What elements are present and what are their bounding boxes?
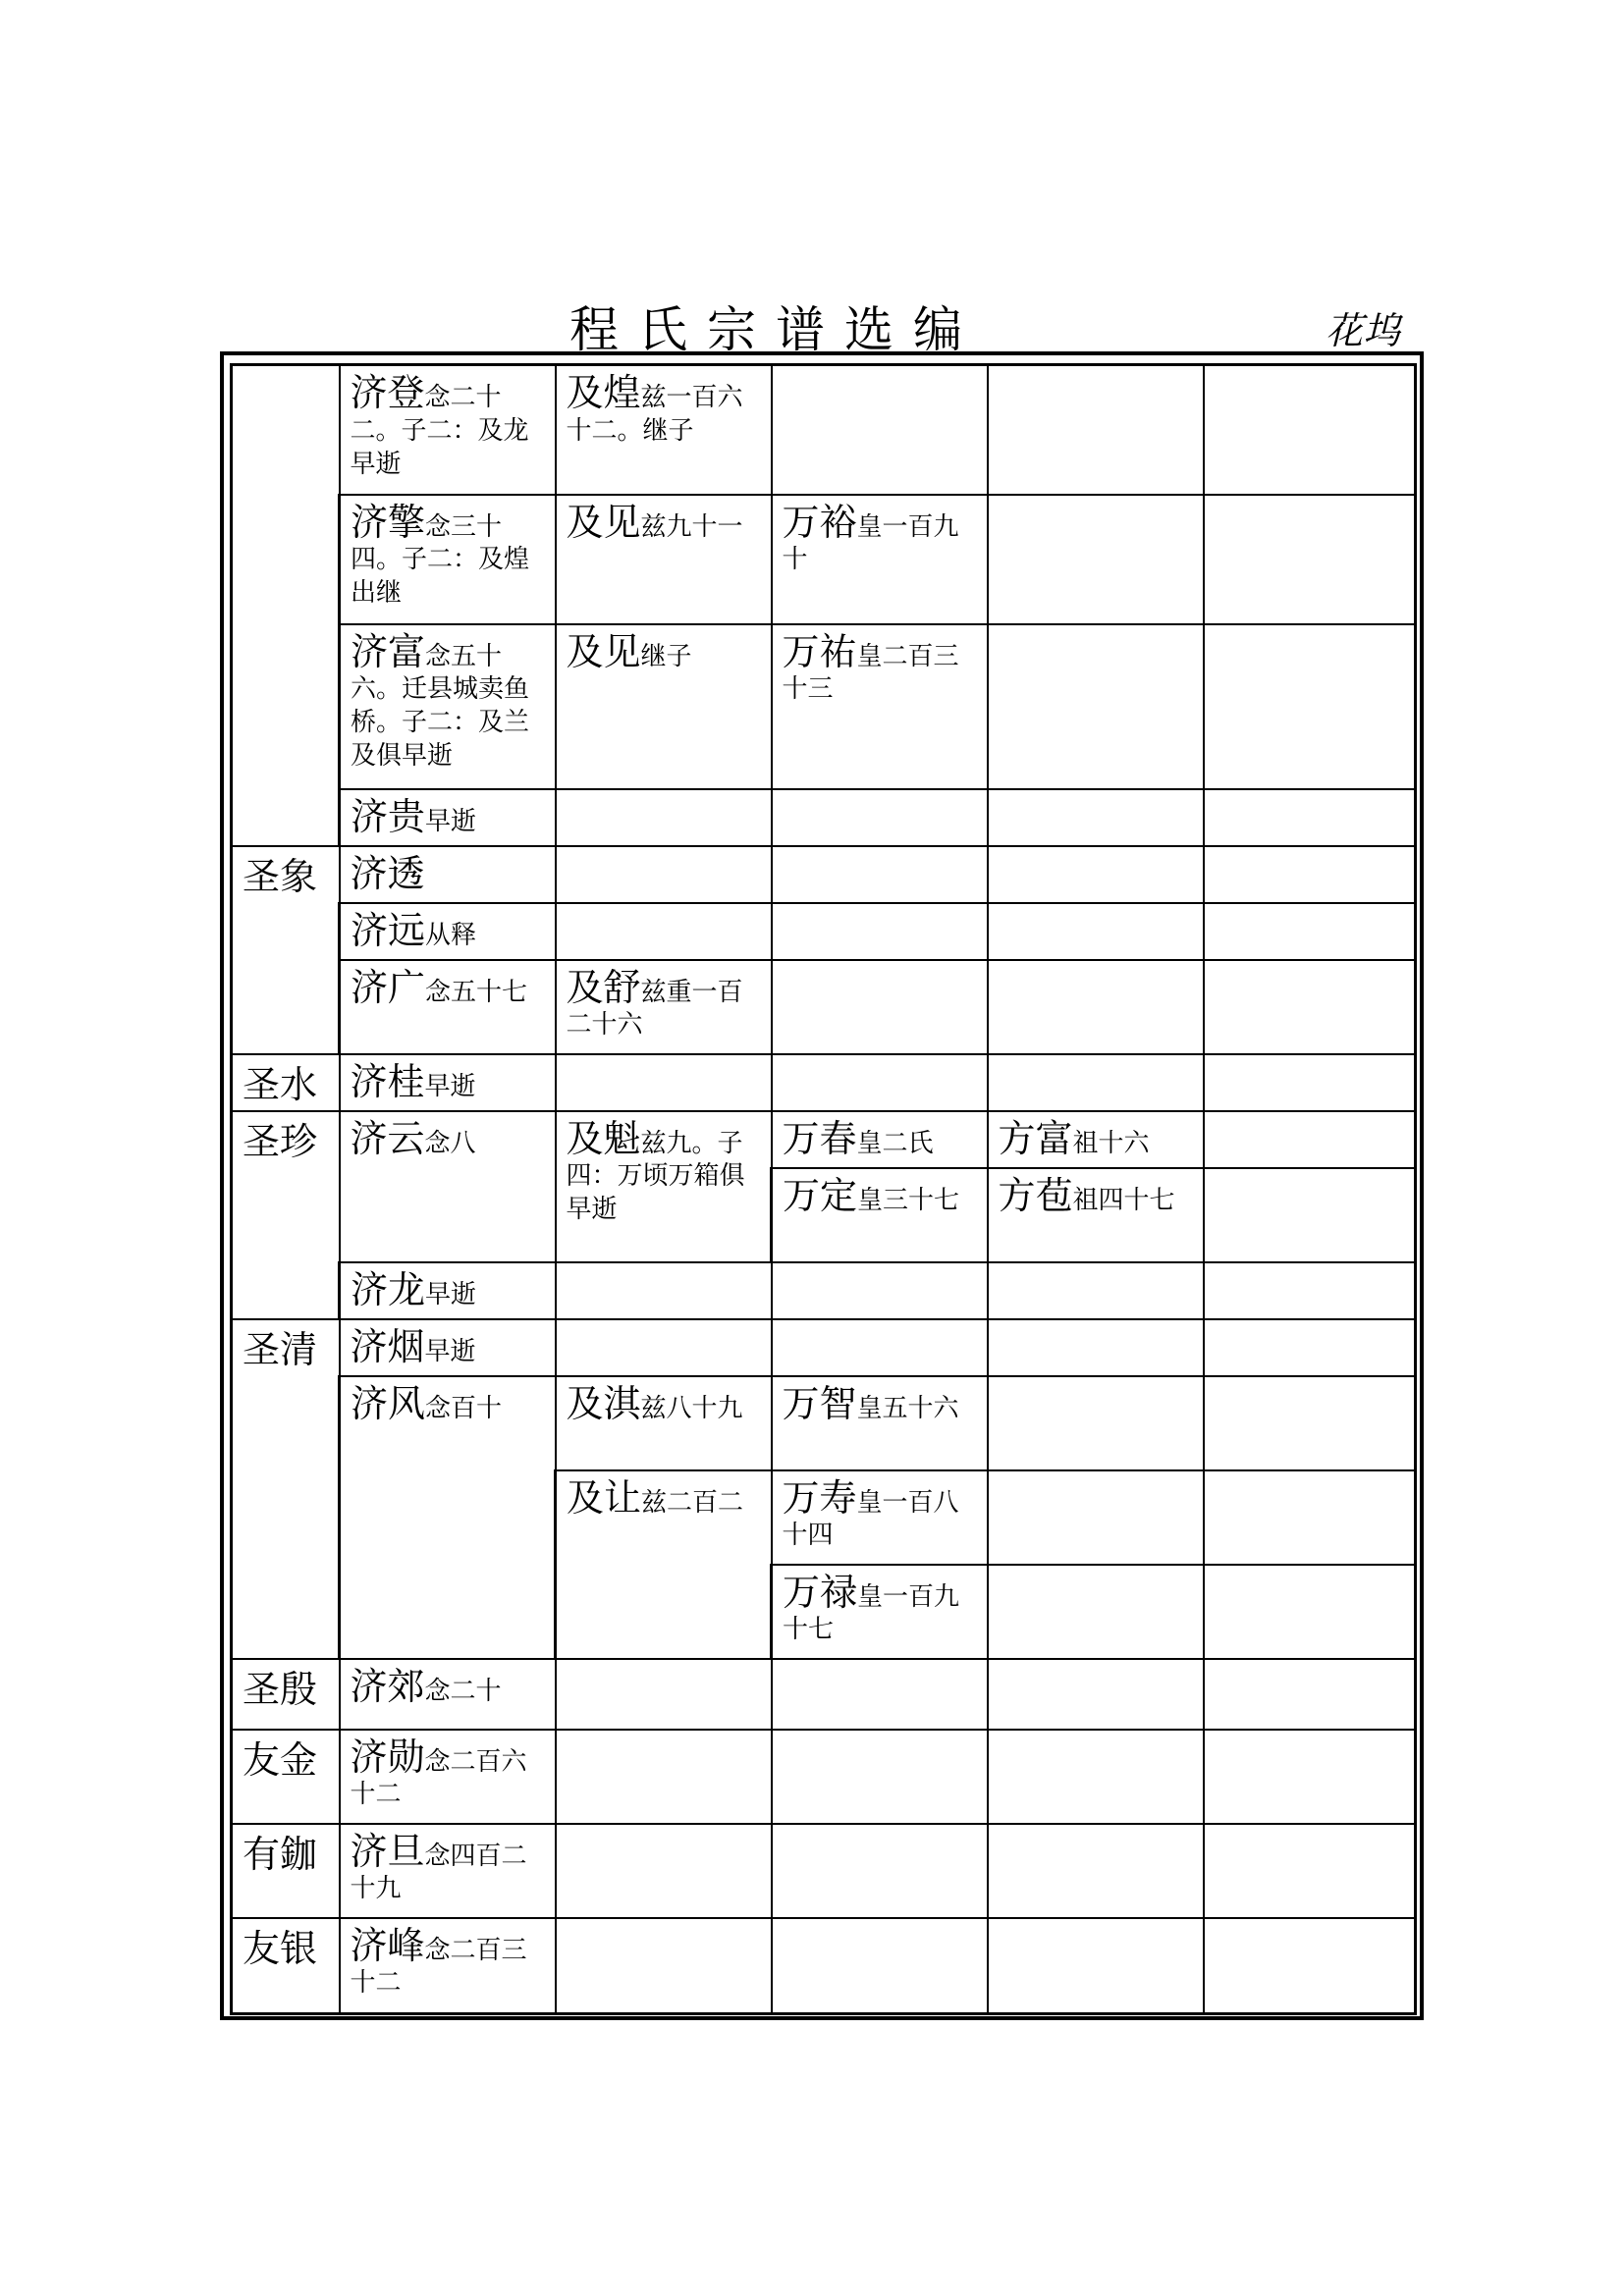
gen-cell-ji [340, 365, 556, 495]
gen-cell-wan [772, 1565, 988, 1659]
gen-cell-empty [1204, 1470, 1416, 1565]
gen-cell-wan [772, 365, 988, 495]
father-cell: 有鉫 [232, 1824, 340, 1918]
person-note: 兹二百二 [641, 1487, 744, 1518]
gen-cell-fang [988, 1730, 1204, 1824]
gen-cell-fang [988, 624, 1204, 789]
person-note: 念二百三十二 [350, 1935, 527, 1999]
person-note: 念二十 [424, 1676, 502, 1706]
person-name: 济登 [350, 371, 425, 414]
gen-cell-empty [1204, 1730, 1416, 1824]
gen-cell-ji [340, 960, 556, 1054]
gen-cell-jiji [556, 1054, 772, 1111]
gen-cell-jiji [556, 1319, 772, 1376]
gen-cell-fang [988, 960, 1204, 1054]
gen-cell-ji [340, 1918, 556, 2014]
gen-cell-jiji [556, 1470, 772, 1659]
gen-cell-fang [988, 1824, 1204, 1918]
gen-cell-wan [772, 1054, 988, 1111]
gen-cell-jiji [556, 1111, 772, 1262]
person-note: 皇一百九十 [782, 511, 959, 575]
gen-cell-empty [1204, 1565, 1416, 1659]
gen-cell-fang [988, 1376, 1204, 1470]
person-note: 念百十 [425, 1393, 503, 1423]
gen-cell-jiji [556, 1730, 772, 1824]
gen-cell-wan [772, 846, 988, 903]
gen-cell-jiji [556, 1659, 772, 1730]
person-note: 念三十四。子二：及煌出继 [351, 511, 530, 609]
gen-cell-ji [340, 1824, 556, 1918]
gen-cell-wan [772, 1168, 988, 1262]
gen-cell-jiji [556, 624, 772, 789]
person-name: 济旦 [350, 1829, 425, 1873]
gen-cell-wan [772, 1111, 988, 1168]
person-note: 兹九。子四：万顷万箱俱早逝 [566, 1128, 745, 1225]
gen-cell-wan [772, 789, 988, 846]
gen-cell-wan [772, 1470, 988, 1565]
person-name: 济峰 [350, 1923, 425, 1967]
person-name: 济擎 [351, 500, 426, 544]
person-name: 万寿 [782, 1475, 857, 1520]
father-cell: 友金 [232, 1730, 340, 1824]
person-note: 皇一百九十七 [783, 1581, 960, 1645]
person-name: 万智 [782, 1381, 857, 1425]
person-name: 及见 [566, 629, 641, 673]
person-note: 早逝 [425, 1279, 477, 1309]
gen-cell-fang [988, 1565, 1204, 1659]
person-name: 济远 [351, 908, 426, 952]
person-note: 祖四十七 [1072, 1185, 1175, 1215]
table-row [232, 1659, 1416, 1730]
gen-cell-jiji [556, 789, 772, 846]
gen-cell-empty [1204, 1376, 1416, 1470]
person-note: 念五十六。迁县城卖鱼桥。子二：及兰及俱早逝 [351, 641, 530, 771]
gen-cell-jiji [556, 1262, 772, 1319]
gen-cell-ji [340, 1376, 556, 1659]
father-cell: 圣珍 [232, 1111, 340, 1319]
gen-cell-jiji [556, 1376, 772, 1470]
father-cell: 圣象 [232, 846, 340, 1054]
person-name: 及舒 [566, 965, 641, 1009]
person-name: 方富 [998, 1116, 1073, 1160]
gen-cell-ji [340, 1054, 556, 1111]
gen-cell-ji [340, 1111, 556, 1262]
person-note: 兹九十一 [640, 511, 743, 542]
table-row [232, 1111, 1416, 1168]
person-name: 万春 [782, 1116, 857, 1160]
person-note: 念八 [424, 1128, 476, 1158]
person-name: 济勋 [350, 1735, 425, 1779]
person-name: 济风 [351, 1381, 426, 1425]
gen-cell-fang [988, 1262, 1204, 1319]
gen-cell-jiji [556, 903, 772, 960]
gen-cell-fang [988, 1111, 1204, 1168]
table-row [232, 1262, 1416, 1319]
person-name: 万禄 [783, 1570, 858, 1614]
person-note: 早逝 [424, 1071, 476, 1101]
place-name: 花坞 [1326, 309, 1401, 352]
gen-cell-empty [1204, 1168, 1416, 1262]
gen-cell-ji [340, 495, 556, 624]
gen-cell-wan [772, 960, 988, 1054]
person-note: 念五十七 [425, 977, 528, 1007]
person-name: 及魁 [566, 1116, 641, 1160]
table-row [232, 365, 1416, 495]
gen-cell-empty [1204, 1659, 1416, 1730]
person-note: 皇二氏 [856, 1128, 934, 1158]
person-note: 兹八十九 [640, 1393, 743, 1423]
person-name: 济云 [350, 1116, 425, 1160]
table-row [232, 1918, 1416, 2014]
person-name: 济烟 [350, 1324, 425, 1368]
table-row [232, 903, 1416, 960]
father-cell: 友银 [232, 1918, 340, 2014]
table-row [232, 495, 1416, 624]
gen-cell-wan [772, 1659, 988, 1730]
person-note: 继子 [640, 641, 692, 671]
gen-cell-empty [1204, 846, 1416, 903]
person-note: 祖十六 [1072, 1128, 1150, 1158]
person-note: 皇三十七 [857, 1185, 960, 1215]
person-name: 及见 [566, 500, 641, 544]
gen-cell-empty [1204, 1918, 1416, 2014]
gen-cell-jiji [556, 495, 772, 624]
person-name: 及淇 [566, 1381, 641, 1425]
gen-cell-fang [988, 846, 1204, 903]
table-row [232, 846, 1416, 903]
father-cell [232, 365, 340, 846]
gen-cell-wan [772, 1376, 988, 1470]
gen-cell-ji [340, 1319, 556, 1376]
gen-cell-fang [988, 1659, 1204, 1730]
person-note: 皇五十六 [856, 1393, 959, 1423]
gen-cell-jiji [556, 960, 772, 1054]
person-name: 济郊 [350, 1664, 425, 1708]
gen-cell-ji [340, 903, 556, 960]
person-note: 皇二百三十三 [782, 641, 959, 705]
table-row [232, 624, 1416, 789]
person-name: 万定 [783, 1173, 858, 1217]
gen-cell-wan [772, 1730, 988, 1824]
person-note: 早逝 [425, 806, 477, 836]
person-name: 济富 [351, 629, 426, 673]
gen-cell-empty [1204, 789, 1416, 846]
table-row [232, 960, 1416, 1054]
genealogy-table [230, 363, 1417, 2015]
person-name: 方苞 [998, 1173, 1073, 1217]
person-name: 及煌 [566, 371, 641, 414]
gen-cell-empty [1204, 1262, 1416, 1319]
gen-cell-fang [988, 1470, 1204, 1565]
person-note: 皇一百八十四 [782, 1487, 959, 1551]
gen-cell-jiji [556, 1824, 772, 1918]
table-row [232, 1824, 1416, 1918]
gen-cell-empty [1204, 1054, 1416, 1111]
gen-cell-jiji [556, 1918, 772, 2014]
gen-cell-ji [340, 624, 556, 789]
table-row [232, 789, 1416, 846]
gen-cell-fang [988, 789, 1204, 846]
gen-cell-wan [772, 1262, 988, 1319]
gen-cell-empty [1204, 1824, 1416, 1918]
table-row [232, 1319, 1416, 1376]
person-note: 早逝 [424, 1336, 476, 1366]
table-row [232, 1054, 1416, 1111]
person-note: 从释 [425, 920, 477, 950]
gen-cell-jiji [556, 365, 772, 495]
person-note: 念四百二十九 [350, 1841, 527, 1904]
person-name: 万祐 [782, 629, 857, 673]
father-cell: 圣清 [232, 1319, 340, 1659]
gen-cell-wan [772, 624, 988, 789]
gen-cell-ji [340, 846, 556, 903]
gen-cell-fang [988, 1319, 1204, 1376]
person-name: 济透 [350, 851, 425, 895]
person-note: 兹一百六十二。继子 [566, 383, 743, 446]
person-name: 济贵 [351, 794, 426, 838]
gen-cell-ji [340, 1262, 556, 1319]
table-row [232, 1376, 1416, 1470]
gen-cell-empty [1204, 365, 1416, 495]
gen-cell-fang [988, 903, 1204, 960]
gen-cell-wan [772, 1824, 988, 1918]
person-name: 及让 [567, 1475, 642, 1520]
table-row [232, 1730, 1416, 1824]
gen-cell-wan [772, 1319, 988, 1376]
gen-cell-wan [772, 903, 988, 960]
gen-cell-wan [772, 495, 988, 624]
person-note: 念二十二。子二：及龙早逝 [350, 383, 529, 479]
person-name: 济广 [351, 965, 426, 1009]
gen-cell-fang [988, 1918, 1204, 2014]
person-name: 济龙 [351, 1267, 426, 1311]
father-cell: 圣殷 [232, 1659, 340, 1730]
gen-cell-empty [1204, 1319, 1416, 1376]
gen-cell-fang [988, 1168, 1204, 1262]
gen-cell-empty [1204, 1111, 1416, 1168]
gen-cell-jiji [556, 846, 772, 903]
gen-cell-fang [988, 495, 1204, 624]
gen-cell-empty [1204, 624, 1416, 789]
gen-cell-fang [988, 1054, 1204, 1111]
gen-cell-empty [1204, 960, 1416, 1054]
gen-cell-fang [988, 365, 1204, 495]
gen-cell-wan [772, 1918, 988, 2014]
father-cell: 圣水 [232, 1054, 340, 1111]
gen-cell-ji [340, 1659, 556, 1730]
page-title: 程氏宗谱选编 [569, 301, 982, 358]
person-name: 济桂 [350, 1059, 425, 1103]
gen-cell-ji [340, 789, 556, 846]
person-note: 兹重一百二十六 [566, 977, 743, 1041]
gen-cell-empty [1204, 903, 1416, 960]
gen-cell-ji [340, 1730, 556, 1824]
person-note: 念二百六十二 [350, 1746, 527, 1810]
person-name: 万裕 [782, 500, 857, 544]
gen-cell-empty [1204, 495, 1416, 624]
